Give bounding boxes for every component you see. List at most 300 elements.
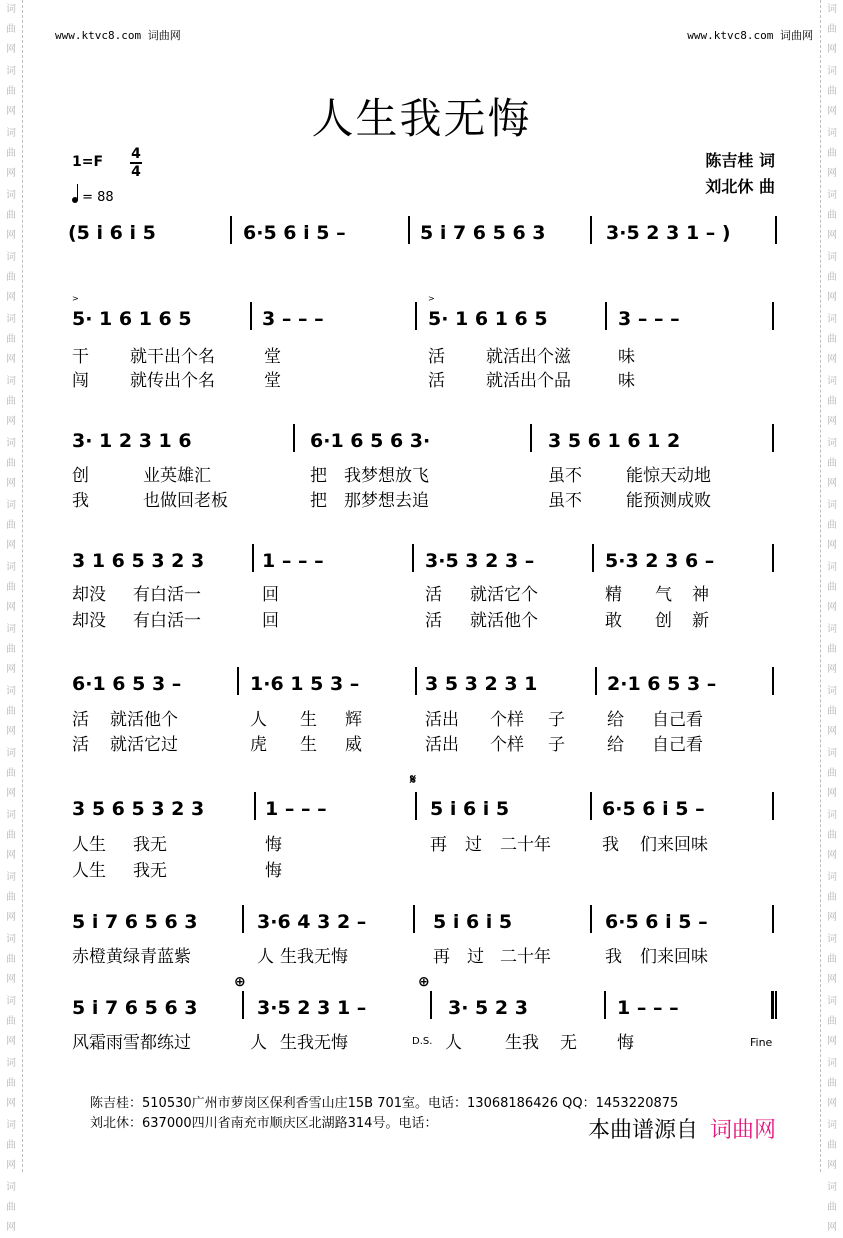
bar-line <box>772 544 774 572</box>
watermark-char: 词 <box>6 996 16 1007</box>
bar-line <box>413 905 415 933</box>
measure: 3 5 6 1 6 1 2 <box>548 430 681 452</box>
lyric-syllables: 堂 <box>264 371 281 391</box>
lyric-syllables: 人 <box>257 947 274 967</box>
bar-line <box>595 667 597 695</box>
source-note <box>588 1113 776 1144</box>
watermark-char: 曲 <box>827 954 837 965</box>
lyric-syllables: 悔 <box>617 1033 634 1053</box>
measure: 3 1 6 5 3 2 3 <box>72 550 205 572</box>
lyric-syllables: 自己看 <box>652 735 703 755</box>
watermark-char: 网 <box>6 354 16 365</box>
tempo-value: = 88 <box>82 190 114 205</box>
lyric-syllables: 我无 <box>133 861 167 881</box>
bar-line <box>772 792 774 820</box>
watermark-group <box>821 620 843 680</box>
lyric-syllables: 我 <box>72 491 89 511</box>
watermark-char: 曲 <box>827 1078 837 1089</box>
lyric-syllables: 却没 <box>72 611 106 631</box>
lyric-syllables: 也做回老板 <box>143 491 228 511</box>
watermark-char: 词 <box>827 376 837 387</box>
lyric-syllables: 再 <box>430 835 447 855</box>
watermark-char: 词 <box>827 562 837 573</box>
composer: 刘北休 曲 <box>705 177 775 196</box>
watermark-char: 词 <box>827 190 837 201</box>
measure: 6·1 6 5 3 – <box>72 673 182 695</box>
watermark-group <box>821 992 843 1052</box>
watermark-char: 网 <box>827 1098 837 1109</box>
measure: 5 i 6 i 5 <box>430 798 510 820</box>
watermark-char: 曲 <box>827 396 837 407</box>
watermark-group <box>821 0 843 60</box>
lyric-syllables: 虎 <box>250 735 267 755</box>
lyric-syllables: 们来回味 <box>640 947 708 967</box>
watermark-char: 网 <box>827 974 837 985</box>
watermark-char: 网 <box>827 540 837 551</box>
watermark-char: 词 <box>6 624 16 635</box>
watermark-char: 词 <box>827 1058 837 1069</box>
watermark-group <box>821 248 843 308</box>
watermark-group <box>0 1116 22 1176</box>
measure: 1 – – – <box>262 550 324 572</box>
watermark-char: 曲 <box>6 334 16 345</box>
watermark-char: 曲 <box>6 1016 16 1027</box>
lyric-syllables: 敢 <box>605 611 622 631</box>
watermark-group <box>821 682 843 742</box>
lyric-syllables: 就活它过 <box>110 735 178 755</box>
lyric-syllables: 就活它个 <box>470 585 538 605</box>
watermark-char: 网 <box>827 354 837 365</box>
bar-line <box>604 991 606 1019</box>
measure: 1 – – – <box>265 798 327 820</box>
watermark-char: 网 <box>6 1036 16 1047</box>
watermark-char: 网 <box>827 664 837 675</box>
watermark-char: 曲 <box>827 830 837 841</box>
measure: 3·6 4 3 2 – <box>257 911 367 933</box>
watermark-char: 曲 <box>6 458 16 469</box>
watermark-char: 曲 <box>6 86 16 97</box>
watermark-char: 曲 <box>827 1202 837 1213</box>
watermark-char: 词 <box>6 500 16 511</box>
watermark-char: 曲 <box>6 954 16 965</box>
lyric-syllables: 过 <box>465 835 482 855</box>
lyric-syllables: 味 <box>618 371 635 391</box>
lyric-syllables: 风霜雨雪都练过 <box>72 1033 191 1053</box>
lyric-syllables: 活出 <box>425 735 459 755</box>
watermark-char: 网 <box>6 292 16 303</box>
watermark-group <box>0 248 22 308</box>
watermark-group <box>821 1116 843 1176</box>
watermark-char: 曲 <box>6 830 16 841</box>
lyric-syllables: 就活出个品 <box>486 371 571 391</box>
lyric-syllables: 赤橙黄绿青蓝紫 <box>72 947 191 967</box>
lyric-syllables: 把 <box>310 491 327 511</box>
lyric-syllables: 给 <box>607 735 624 755</box>
lyric-syllables: 活 <box>425 611 442 631</box>
lyric-syllables: 威 <box>345 735 362 755</box>
lyric-syllables: 人 <box>250 1033 267 1053</box>
measure: (5 i 6 i 5 <box>68 222 156 244</box>
watermark-char: 词 <box>6 810 16 821</box>
lyric-syllables: 无 <box>560 1033 577 1053</box>
time-signature-top: 4 <box>131 146 141 162</box>
watermark-char: 词 <box>6 686 16 697</box>
lyric-syllables: 就干出个名 <box>130 347 215 367</box>
lyric-syllables: 子 <box>548 710 565 730</box>
lyric-syllables: 创 <box>655 611 672 631</box>
bar-line <box>772 424 774 452</box>
watermark-char: 词 <box>6 562 16 573</box>
watermark-char: 曲 <box>6 24 16 35</box>
watermark-char: 曲 <box>827 334 837 345</box>
measure: 3·5 2 3 1 – ) <box>606 222 731 244</box>
watermark-group <box>0 496 22 556</box>
watermark-group <box>0 0 22 60</box>
lyric-syllables: 给 <box>607 710 624 730</box>
watermark-char: 曲 <box>6 644 16 655</box>
bar-line <box>252 544 254 572</box>
watermark-char: 词 <box>6 872 16 883</box>
lyric-syllables: 闯 <box>72 371 89 391</box>
watermark-group <box>821 558 843 618</box>
watermark-group <box>821 310 843 370</box>
watermark-group <box>821 1054 843 1114</box>
watermark-group <box>821 434 843 494</box>
lyric-syllables: 就活出个滋 <box>486 347 571 367</box>
watermark-char: 曲 <box>827 582 837 593</box>
watermark-char: 曲 <box>827 892 837 903</box>
measure: 2·1 6 5 3 – <box>607 673 717 695</box>
coda-icon: ⊕ <box>234 974 246 990</box>
watermark-char: 词 <box>827 748 837 759</box>
watermark-group <box>821 372 843 432</box>
right-watermark-strip <box>820 0 843 1233</box>
watermark-char: 词 <box>6 314 16 325</box>
lyric-syllables: 人生 <box>72 861 106 881</box>
measure: 5· 1 6 1 6 5 <box>428 308 548 330</box>
watermark-char: 网 <box>827 788 837 799</box>
watermark-group <box>0 744 22 804</box>
watermark-group <box>0 930 22 990</box>
lyric-syllables: 精 <box>605 585 622 605</box>
bar-line <box>772 302 774 330</box>
lyric-syllables: 堂 <box>264 347 281 367</box>
watermark-char: 网 <box>827 44 837 55</box>
watermark-char: 网 <box>6 416 16 427</box>
quarter-note-icon <box>72 197 78 203</box>
watermark-char: 曲 <box>6 396 16 407</box>
watermark-group <box>0 992 22 1052</box>
watermark-char: 曲 <box>6 210 16 221</box>
watermark-char: 词 <box>827 934 837 945</box>
watermark-char: 网 <box>6 726 16 737</box>
watermark-char: 网 <box>827 726 837 737</box>
lyric-syllables: 有白活一 <box>133 611 201 631</box>
lyric-syllables: 我 <box>602 835 619 855</box>
watermark-char: 词 <box>6 748 16 759</box>
watermark-char: 词 <box>6 1058 16 1069</box>
watermark-char: 曲 <box>827 458 837 469</box>
bar-line <box>772 905 774 933</box>
lyric-syllables: 虽不 <box>548 466 582 486</box>
watermark-char: 网 <box>6 974 16 985</box>
watermark-char: 网 <box>6 106 16 117</box>
watermark-char: 曲 <box>827 706 837 717</box>
tempo-marking <box>72 190 114 205</box>
bar-line <box>242 991 244 1019</box>
lyric-syllables: 新 <box>692 611 709 631</box>
watermark-char: 曲 <box>6 706 16 717</box>
lyricist-contact: 陈吉桂：510530广州市萝岗区保利香雪山庄15B 701室。电话：13068186426 QQ：1453220875 <box>90 1096 679 1111</box>
watermark-char: 网 <box>6 230 16 241</box>
bar-line <box>415 792 417 820</box>
watermark-group <box>0 620 22 680</box>
watermark-char: 网 <box>6 478 16 489</box>
watermark-group <box>0 868 22 928</box>
bar-line <box>242 905 244 933</box>
watermark-char: 曲 <box>6 148 16 159</box>
lyric-syllables: 却没 <box>72 585 106 605</box>
lyric-syllables: 回 <box>262 585 279 605</box>
lyric-syllables: 创 <box>72 466 89 486</box>
measure: 5 i 7 6 5 6 3 <box>420 222 546 244</box>
lyric-syllables: 我梦想放飞 <box>344 466 429 486</box>
watermark-char: 词 <box>827 872 837 883</box>
key-signature: 1=F <box>72 154 104 170</box>
watermark-char: 网 <box>6 788 16 799</box>
watermark-char: 曲 <box>827 520 837 531</box>
watermark-group <box>821 930 843 990</box>
watermark-char: 曲 <box>6 272 16 283</box>
watermark-char: 网 <box>6 1098 16 1109</box>
measure: 3 5 6 5 3 2 3 <box>72 798 205 820</box>
lyric-syllables: 活 <box>72 710 89 730</box>
measure: 5· 1 6 1 6 5 <box>72 308 192 330</box>
watermark-char: 网 <box>827 292 837 303</box>
source-brand: 词曲网 <box>710 1118 777 1143</box>
watermark-group <box>821 806 843 866</box>
lyric-syllables: 人生 <box>72 835 106 855</box>
measure: 6·5 6 i 5 – <box>243 222 346 244</box>
measure: 3 – – – <box>618 308 680 330</box>
watermark-char: 词 <box>827 252 837 263</box>
lyric-syllables: 就传出个名 <box>130 371 215 391</box>
lyric-syllables: 活出 <box>425 710 459 730</box>
watermark-char: 网 <box>827 1160 837 1171</box>
lyric-syllables: 回 <box>262 611 279 631</box>
watermark-char: 曲 <box>6 768 16 779</box>
left-watermark-strip <box>0 0 23 1233</box>
watermark-group <box>0 558 22 618</box>
watermark-char: 网 <box>6 1222 16 1233</box>
lyric-syllables: 人 <box>250 710 267 730</box>
lyric-syllables: 子 <box>548 735 565 755</box>
watermark-group <box>821 186 843 246</box>
watermark-char: 词 <box>827 438 837 449</box>
lyric-syllables: 人 <box>445 1033 462 1053</box>
lyric-syllables: 能预测成败 <box>626 491 711 511</box>
measure: 5 i 6 i 5 <box>433 911 513 933</box>
watermark-char: 词 <box>827 810 837 821</box>
bar-line <box>293 424 295 452</box>
final-bar-line <box>771 991 774 1019</box>
watermark-char: 词 <box>6 4 16 15</box>
watermark-group <box>0 372 22 432</box>
watermark-char: 曲 <box>827 148 837 159</box>
watermark-char: 词 <box>6 190 16 201</box>
measure: 3· 5 2 3 <box>448 997 528 1019</box>
watermark-group <box>0 1178 22 1238</box>
lyric-syllables: 生我无悔 <box>280 1033 348 1053</box>
lyric-syllables: 悔 <box>265 835 282 855</box>
lyric-syllables: 干 <box>72 347 89 367</box>
watermark-char: 网 <box>827 1036 837 1047</box>
lyric-syllables: 生我 <box>505 1033 539 1053</box>
watermark-char: 曲 <box>827 86 837 97</box>
watermark-char: 网 <box>6 602 16 613</box>
accent-mark: > <box>428 294 435 303</box>
bar-line <box>412 544 414 572</box>
bar-line <box>415 302 417 330</box>
lyric-syllables: 辉 <box>345 710 362 730</box>
lyric-syllables: 把 <box>310 466 327 486</box>
bar-line <box>772 667 774 695</box>
measure: 3 – – – <box>262 308 324 330</box>
measure: 6·5 6 i 5 – <box>602 798 705 820</box>
watermark-char: 网 <box>827 168 837 179</box>
watermark-char: 网 <box>827 478 837 489</box>
watermark-char: 网 <box>827 1222 837 1233</box>
watermark-char: 网 <box>6 168 16 179</box>
watermark-char: 词 <box>827 996 837 1007</box>
measure: 5 i 7 6 5 6 3 <box>72 911 198 933</box>
dal-segno-marking: D.S. <box>412 1036 433 1047</box>
lyric-syllables: 们来回味 <box>640 835 708 855</box>
lyric-syllables: 生 <box>300 710 317 730</box>
lyric-syllables: 业英雄汇 <box>143 466 211 486</box>
composer-contact: 刘北休：637000四川省南充市顺庆区北湖路314号。电话： <box>90 1116 438 1131</box>
lyric-syllables: 就活他个 <box>110 710 178 730</box>
watermark-char: 词 <box>827 1120 837 1131</box>
bar-line <box>250 302 252 330</box>
watermark-char: 曲 <box>827 644 837 655</box>
bar-line <box>590 905 592 933</box>
lyric-syllables: 能惊天动地 <box>626 466 711 486</box>
watermark-char: 网 <box>6 850 16 861</box>
song-title: 人生我无悔 <box>311 94 532 143</box>
measure: 5·3 2 3 6 – <box>605 550 715 572</box>
watermark-char: 曲 <box>6 582 16 593</box>
watermark-char: 曲 <box>827 272 837 283</box>
measure: 5 i 7 6 5 6 3 <box>72 997 198 1019</box>
measure: 1·6 1 5 3 – <box>250 673 360 695</box>
bar-line <box>237 667 239 695</box>
bar-line <box>530 424 532 452</box>
lyric-syllables: 过 <box>467 947 484 967</box>
watermark-char: 词 <box>827 66 837 77</box>
watermark-char: 曲 <box>827 1016 837 1027</box>
bar-line <box>605 302 607 330</box>
lyric-syllables: 就活他个 <box>470 611 538 631</box>
measure: 3 5 3 2 3 1 <box>425 673 538 695</box>
watermark-char: 曲 <box>6 1202 16 1213</box>
lyricist: 陈吉桂 词 <box>705 151 775 170</box>
lyric-syllables: 有白活一 <box>133 585 201 605</box>
watermark-char: 词 <box>827 686 837 697</box>
accent-mark: > <box>72 294 79 303</box>
measure: 3·5 3 2 3 – <box>425 550 535 572</box>
segno-icon: 𝄋 <box>410 772 417 788</box>
bar-line <box>415 667 417 695</box>
lyric-syllables: 活 <box>72 735 89 755</box>
watermark-char: 网 <box>6 1160 16 1171</box>
lyric-syllables: 悔 <box>265 861 282 881</box>
watermark-char: 词 <box>827 1182 837 1193</box>
watermark-char: 曲 <box>6 1078 16 1089</box>
watermark-char: 曲 <box>6 1140 16 1151</box>
bar-line <box>775 216 777 244</box>
watermark-char: 词 <box>827 624 837 635</box>
measure: 3·5 2 3 1 – <box>257 997 367 1019</box>
watermark-char: 曲 <box>6 892 16 903</box>
watermark-char: 网 <box>827 230 837 241</box>
bar-line <box>590 216 592 244</box>
watermark-group <box>0 186 22 246</box>
watermark-char: 词 <box>6 66 16 77</box>
watermark-char: 网 <box>827 912 837 923</box>
watermark-char: 曲 <box>827 768 837 779</box>
watermark-char: 曲 <box>6 520 16 531</box>
lyric-syllables: 自己看 <box>652 710 703 730</box>
bar-line <box>592 544 594 572</box>
watermark-char: 词 <box>6 1182 16 1193</box>
watermark-char: 网 <box>827 106 837 117</box>
watermark-group <box>0 682 22 742</box>
measure: 3· 1 2 3 1 6 <box>72 430 192 452</box>
watermark-group <box>0 434 22 494</box>
lyric-syllables: 神 <box>692 585 709 605</box>
watermark-char: 词 <box>827 128 837 139</box>
fine-marking: Fine <box>750 1036 773 1049</box>
coda-icon: ⊕ <box>418 974 430 990</box>
lyric-syllables: 再 <box>433 947 450 967</box>
measure: 6·5 6 i 5 – <box>605 911 708 933</box>
watermark-char: 曲 <box>827 24 837 35</box>
watermark-char: 词 <box>6 934 16 945</box>
measure: 1 – – – <box>617 997 679 1019</box>
watermark-group <box>821 1178 843 1238</box>
bar-line <box>590 792 592 820</box>
lyric-syllables: 我无 <box>133 835 167 855</box>
watermark-char: 词 <box>827 314 837 325</box>
lyric-syllables: 活 <box>428 347 445 367</box>
watermark-char: 词 <box>827 4 837 15</box>
watermark-group <box>821 744 843 804</box>
lyric-syllables: 气 <box>655 585 672 605</box>
bar-line <box>254 792 256 820</box>
lyric-syllables: 虽不 <box>548 491 582 511</box>
watermark-char: 网 <box>827 850 837 861</box>
watermark-group <box>0 1054 22 1114</box>
lyric-syllables: 二十年 <box>500 835 551 855</box>
watermark-char: 词 <box>6 376 16 387</box>
time-signature <box>130 146 142 180</box>
bar-line <box>230 216 232 244</box>
watermark-char: 网 <box>6 912 16 923</box>
watermark-char: 曲 <box>827 210 837 221</box>
watermark-char: 网 <box>6 44 16 55</box>
watermark-char: 网 <box>827 602 837 613</box>
